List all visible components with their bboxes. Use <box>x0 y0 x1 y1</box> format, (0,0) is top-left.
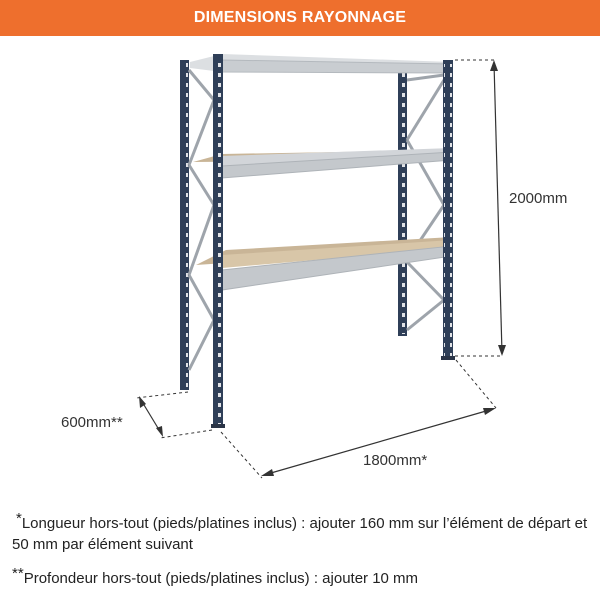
length-dimension <box>221 360 496 478</box>
right-frame-bracing <box>407 75 444 330</box>
banner-title: DIMENSIONS RAYONNAGE <box>193 9 407 26</box>
depth-label: 600mm** <box>61 414 123 431</box>
height-label: 2000mm <box>509 190 568 207</box>
back-right-upright <box>398 68 407 336</box>
top-shelf <box>190 54 452 73</box>
footnote-marker: ** <box>12 565 24 582</box>
front-right-upright <box>441 60 455 360</box>
left-frame-bracing <box>189 70 214 370</box>
length-footnote <box>12 510 597 555</box>
front-left-upright <box>211 54 225 428</box>
footnote-text: Longueur hors-tout (pieds/platines inclus) : ajouter 160 mm sur l’élément de départ et 50 mm par élément suivant <box>12 515 588 553</box>
height-dimension <box>455 60 506 356</box>
footnote-text: Profondeur hors-tout (pieds/platines inclus) : ajouter 10 mm <box>23 570 419 587</box>
length-label: 1800mm* <box>363 452 428 469</box>
depth-dimension <box>136 392 212 438</box>
footnote-marker: * <box>16 510 22 527</box>
back-left-upright <box>180 60 189 390</box>
bottom-shelf <box>196 237 452 290</box>
middle-shelf <box>193 148 452 178</box>
depth-footnote <box>12 565 597 589</box>
